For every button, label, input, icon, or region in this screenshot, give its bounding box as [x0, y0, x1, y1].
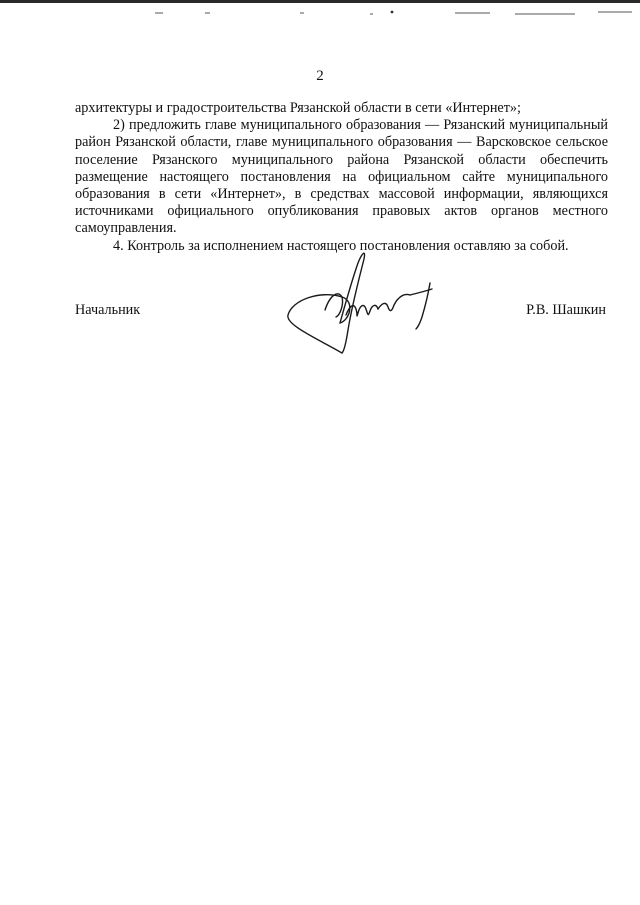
scan-top-edge [0, 0, 640, 3]
paragraph-item-4: 4. Контроль за исполнением настоящего постановления оставляю за собой. [113, 237, 569, 254]
scan-noise-marks [0, 8, 640, 18]
paragraph-continuation: архитектуры и градостроительства Рязанской области в сети «Интернет»; [75, 100, 521, 116]
signatory-title: Начальник [75, 302, 141, 318]
handwritten-signature [280, 245, 450, 355]
page-number: 2 [316, 68, 324, 84]
signatory-name: Р.В. Шашкин [526, 302, 606, 318]
document-body [75, 100, 608, 255]
paragraph-item-2: 2) предложить главе муниципального образования — Рязанский муниципальный район Рязанской области, главе муниципального образования — Варсковское сельское поселение Рязанского муниципального района Рязанской области обеспечить размещение настоящего постановления на официальном сайте муниципального образования в сети «Интернет», в средствах массовой информации, являющихся источниками официального опубликования правовых актов органов местного самоуправления. [75, 117, 608, 237]
